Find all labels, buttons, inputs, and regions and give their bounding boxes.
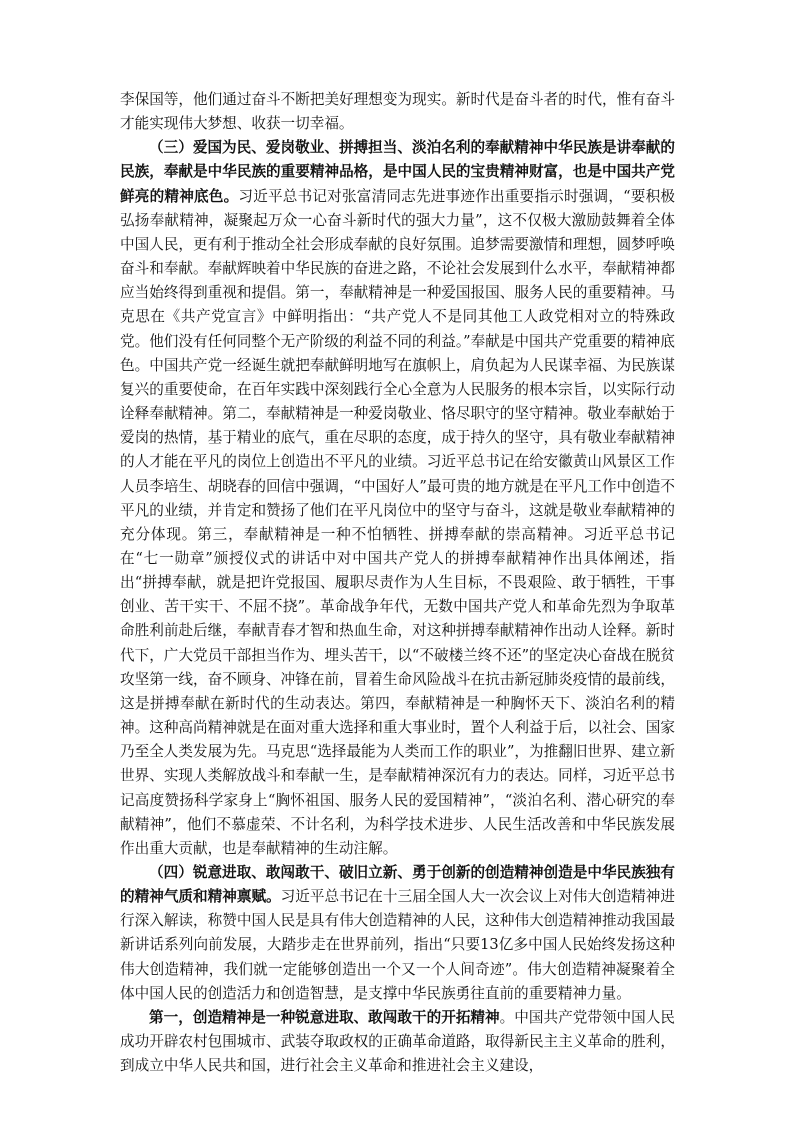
paragraph-3-text: 习近平总书记在十三届全国人大一次会议上对伟大创造精神进行深入解读，称赞中国人民是具有伟大创造精神的人民，这种伟大创造精神推动我国最新讲话系列向前发展，大踏步走在世界前列，指出“只要13亿多中国人民始终发扬这种伟大创造精神，我们就一定能够创造出一个又一个人间奇迹”。伟大创造精神凝聚着全体中国人民的创造活力和创造智慧，是支撑中华民族勇往直前的重要精神力量。 — [120, 888, 675, 1002]
paragraph-4-text: 。中国共产党带领中国人民成功开辟农村包围城市、武装夺取政权的正确革命道路，取得新民主主义革命的胜利，到成立中华人民共和国，进行社会主义革命和推进社会主义建设， — [120, 1008, 675, 1075]
document-page — [120, 88, 675, 1078]
paragraph-2 — [120, 136, 675, 861]
paragraph-4-heading: 第一，创造精神是一种锐意进取、敢闯敢干的开拓精神 — [149, 1008, 500, 1026]
paragraph-2-text: 习近平总书记对张富清同志先进事迹作出重要指示时强调，“要积极弘扬奉献精神，凝聚起万众一心奋斗新时代的强大力量”，这不仅极大激励鼓舞着全体中国人民，更有利于推动全社会形成奉献的良好氛围。追梦需要激情和理想，圆梦呼唤奋斗和奉献。奉献辉映着中华民族的奋进之路，不论社会发展到什么水平，奉献精神都应当始终得到重视和提倡。第一，奉献精神是一种爱国报国、服务人民的重要精神。马克思在《共产党宣言》中鲜明指出：“共产党人不是同其他工人政党相对立的特殊政党。他们没有任何同整个无产阶级的利益不同的利益。”奉献是中国共产党重要的精神底色。中国共产党一经诞生就把奉献鲜明地写在旗帜上，肩负起为人民谋幸福、为民族谋复兴的重要使命，在百年实践中深刻践行全心全意为人民服务的根本宗旨，以实际行动诠释奉献精神。第二，奉献精神是一种爱岗敬业、恪尽职守的坚守精神。敬业奉献始于爱岗的热情，基于精业的底气，重在尽职的态度，成于持久的坚守，具有敬业奉献精神的人才能在平凡的岗位上创造出不平凡的业绩。习近平总书记在给安徽黄山风景区工作人员李培生、胡晓春的回信中强调，“中国好人”最可贵的地方就是在平凡工作中创造不平凡的业绩，并肯定和赞扬了他们在平凡岗位中的坚守与奋斗，这就是敬业奉献精神的充分体现。第三，奉献精神是一种不怕牺牲、拼搏奉献的崇高精神。习近平总书记在“七一勋章”颁授仪式的讲话中对中国共产党人的拼搏奉献精神作出具体阐述，指出“拼搏奉献，就是把许党报国、履职尽责作为人生目标，不畏艰险、敢于牺牲，干事创业、苦干实干、不屈不挠”。革命战争年代，无数中国共产党人和革命先烈为争取革命胜利前赴后继，奉献青春才智和热血生命，对这种拼搏奉献精神作出动人诠释。新时代下，广大党员干部担当作为、埋头苦干，以“不破楼兰终不还”的坚定决心奋战在脱贫攻坚第一线，奋不顾身、冲锋在前，冒着生命风险战斗在抗击新冠肺炎疫情的最前线，这是拼搏奉献在新时代的生动表达。第四，奉献精神是一种胸怀天下、淡泊名利的精神。这种高尚精神就是在面对重大选择和重大事业时，置个人利益于后，以社会、国家乃至全人类发展为先。马克思“选择最能为人类而工作的职业”，为推翻旧世界、建立新世界、实现人类解放战斗和奉献一生，是奉献精神深沉有力的表达。同样，习近平总书记高度赞扬科学家身上“胸怀祖国、服务人民的爱国精神”，“淡泊名利、潜心研究的奉献精神”，他们不慕虚荣、不计名利，为科学技术进步、人民生活改善和中华民族发展作出重大贡献，也是奉献精神的生动注解。 — [120, 187, 675, 857]
paragraph-4 — [120, 1006, 675, 1078]
paragraph-2-heading: （三）爱国为民、爱岗敬业、拼搏担当、淡泊名利的奉献精神中华民族是讲奉献的民族，奉献是中华民族的重要精神品格，是中国人民的宝贵精神财富，也是中国共产党鲜亮的精神底色。 — [120, 139, 675, 205]
paragraph-3-heading: （四）锐意进取、敢闯敢干、破旧立新、勇于创新的创造精神创造是中华民族独有的精神气质和精神禀赋。 — [120, 864, 675, 906]
paragraph-3 — [120, 861, 675, 1006]
paragraph-1 — [120, 88, 675, 136]
paragraph-1-text: 李保国等，他们通过奋斗不断把美好理想变为现实。新时代是奋斗者的时代，惟有奋斗才能实现伟大梦想、收获一切幸福。 — [120, 91, 675, 133]
